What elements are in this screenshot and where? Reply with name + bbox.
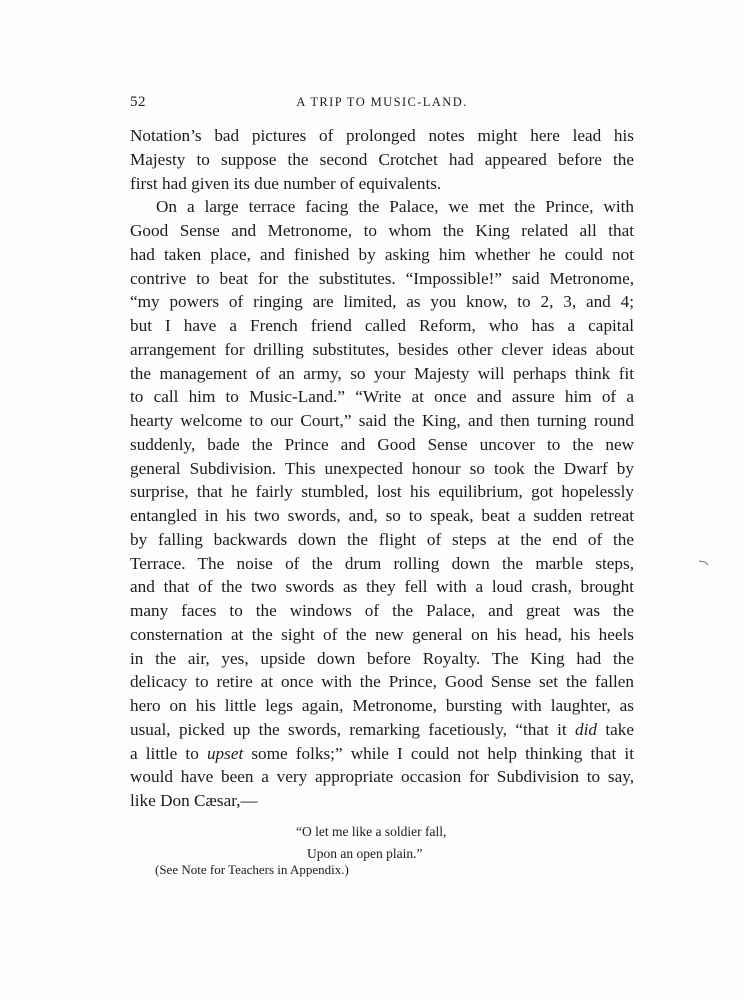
margin-mark (699, 560, 709, 566)
text-line: surprise, that he fairly stumbled, lost his equilibrium, got hopelessly (130, 482, 634, 502)
text-line: Terrace. The noise of the drum rolling down the marble steps, (130, 553, 634, 573)
text-line: like Don Cæsar,— (130, 791, 258, 810)
text-line: many faces to the windows of the Palace, and great was the (130, 601, 634, 620)
body-text (130, 124, 634, 813)
text-line: a little to upset some folks;” while I could not help thinking that it (130, 743, 634, 763)
text-line: had taken place, and finished by asking him whether he could not (130, 244, 634, 264)
text-line: general Subdivision. This unexpected honour so took the Dwarf by (130, 458, 634, 478)
running-title: A TRIP TO MUSIC-LAND. (296, 95, 468, 109)
text-line: first had given its due number of equivalents. (130, 173, 442, 193)
text-line: hero on his little legs again, Metronome, bursting with laughter, as (130, 696, 634, 715)
text-line: would have been a very appropriate occasion for Subdivision to say, (130, 767, 634, 787)
text-line: hearty welcome to our Court,” said the King, and then turning round (130, 411, 634, 430)
text-line: arrangement for drilling substitutes, besides other clever ideas about (130, 339, 634, 359)
verse-line: Upon an open plain.” (307, 846, 423, 861)
text-line: consternation at the sight of the new general on his head, his heels (130, 624, 634, 644)
text-line: contrive to beat for the substitutes. “Impossible!” said Metronome, (130, 268, 634, 288)
page-number: 52 (130, 94, 146, 110)
text-line: “my powers of ringing are limited, as you know, to 2, 3, and 4; (130, 292, 634, 312)
text-line: entangled in his two swords, and, so to speak, beat a sudden retreat (130, 506, 634, 525)
text-line: usual, picked up the swords, remarking facetiously, “that it did take (130, 719, 634, 739)
text-line: On a large terrace facing the Palace, we met the Prince, with (156, 197, 634, 217)
text-line: Notation’s bad pictures of prolonged notes might here lead his (130, 126, 634, 145)
text-line: Good Sense and Metronome, to whom the King related all that (130, 221, 634, 240)
verse-line: “O let me like a soldier fall, (296, 824, 447, 839)
text-line: delicacy to retire at once with the Prince, Good Sense set the fallen (130, 672, 634, 692)
text-line: and that of the two swords as they fell with a loud crash, brought (130, 577, 634, 597)
text-line: suddenly, bade the Prince and Good Sense uncover to the new (130, 434, 634, 454)
page-header (130, 94, 634, 114)
text-line: to call him to Music-Land.” “Write at once and assure him of a (130, 387, 634, 407)
footnote: (See Note for Teachers in Appendix.) (155, 862, 349, 877)
verse-quote (296, 821, 446, 865)
text-line: but I have a French friend called Reform, who has a capital (130, 316, 634, 335)
text-line: Majesty to suppose the second Crotchet had appeared before the (130, 149, 634, 169)
text-line: by falling backwards down the flight of steps at the end of the (130, 529, 634, 549)
text-line: the management of an army, so your Majesty will perhaps think fit (130, 363, 634, 383)
text-line: in the air, yes, upside down before Royalty. The King had the (130, 648, 634, 668)
